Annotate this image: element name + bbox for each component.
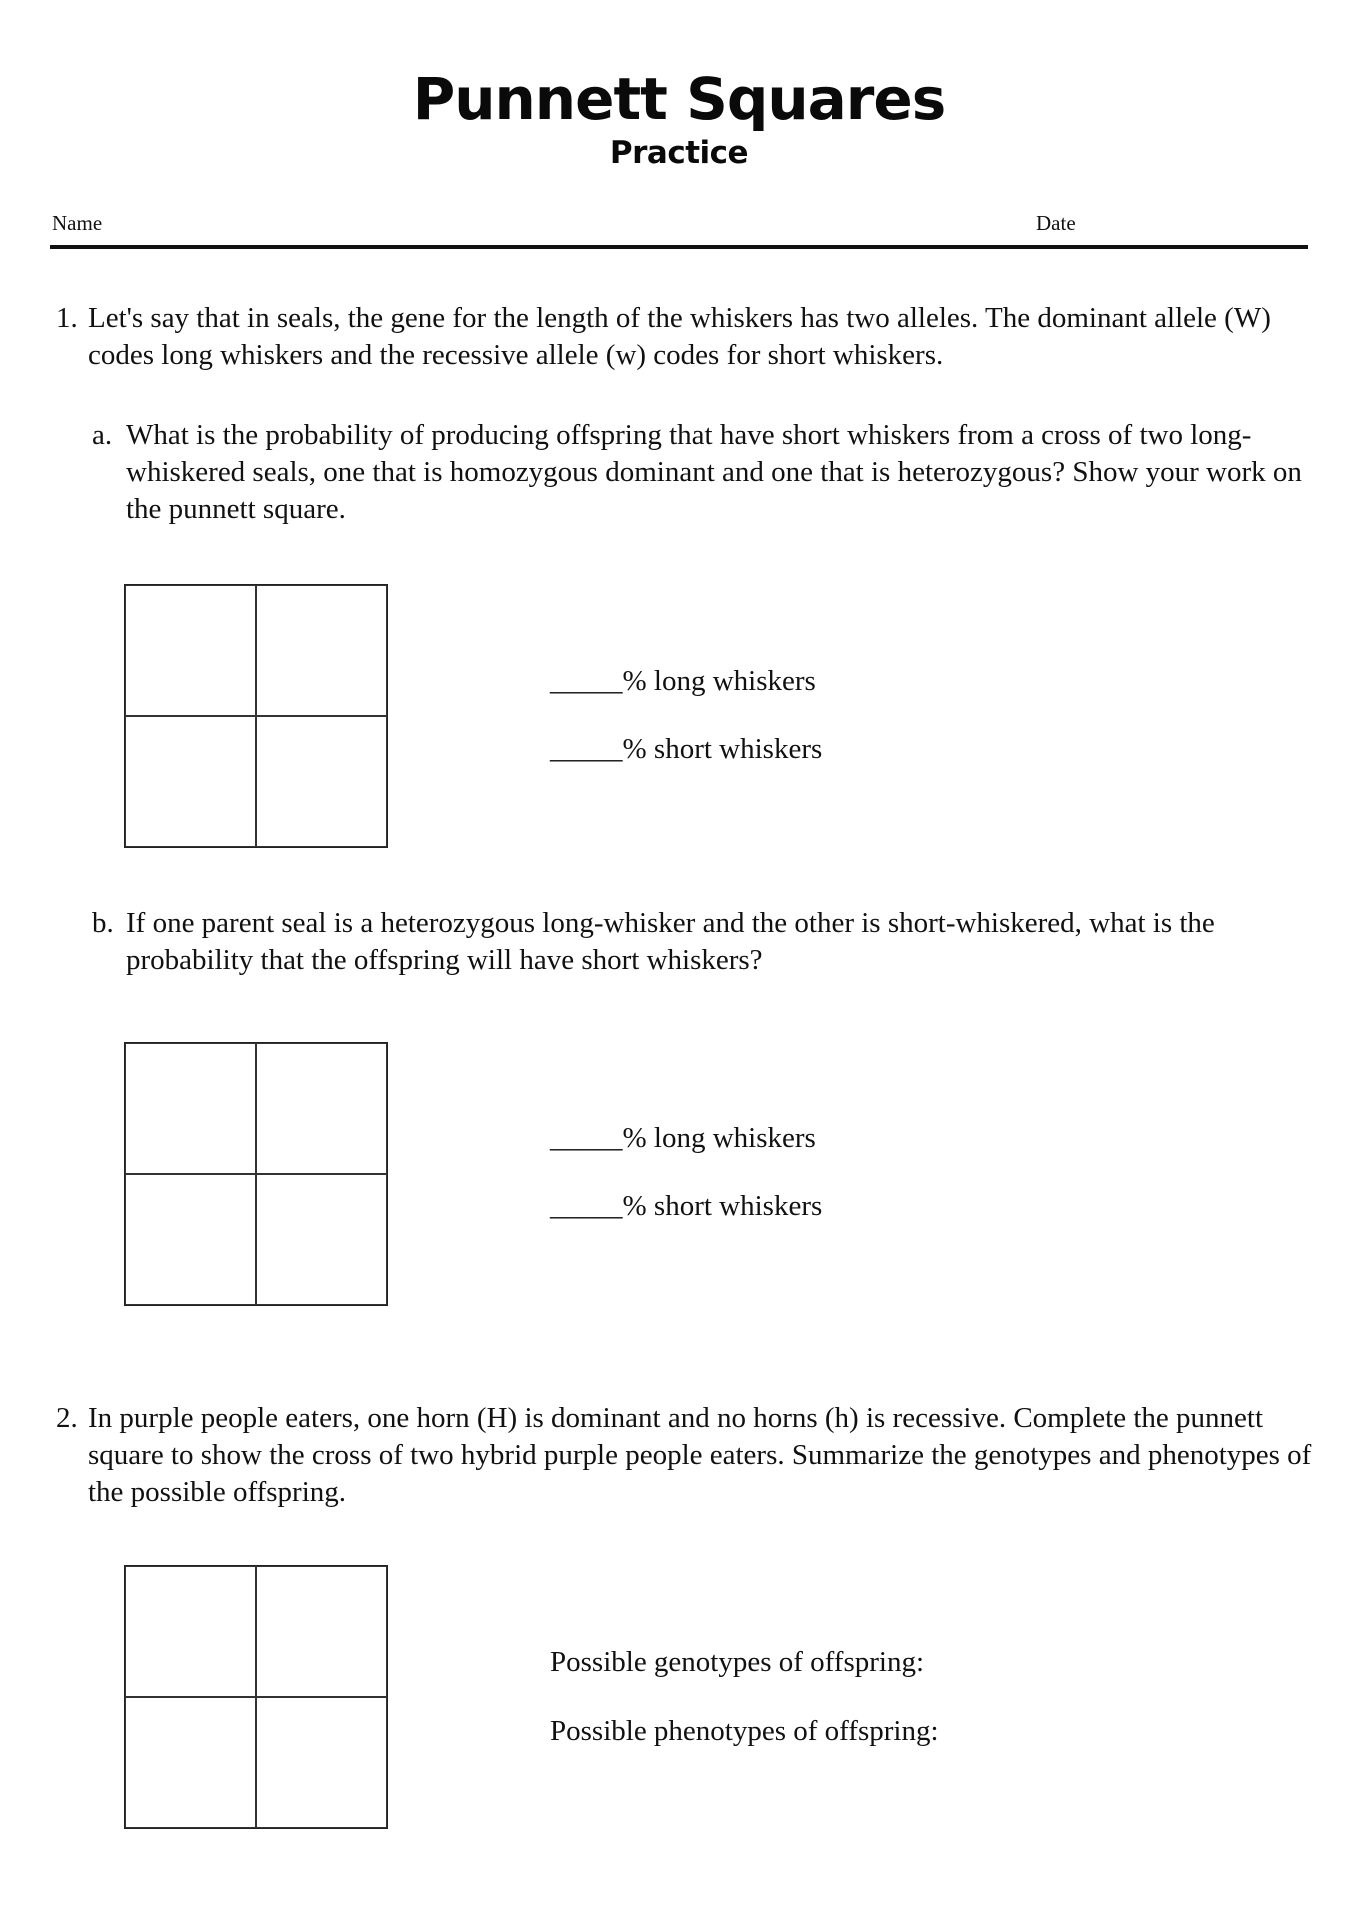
answer-short-whiskers-1a[interactable]: _____% short whiskers — [550, 733, 823, 765]
question-2-text: In purple people eaters, one horn (H) is dominant and no horns (h) is recessive. Complete the punnett square to show the cross of two hybrid purple people eaters. Summarize the genotypes and phenotypes of the possible offspring. — [88, 1402, 1312, 1508]
answer-long-whiskers-1b[interactable]: _____% long whiskers — [550, 1122, 816, 1154]
name-label: Name — [52, 211, 103, 235]
punnett-cell[interactable] — [256, 1697, 387, 1828]
punnett-square-1a — [124, 584, 388, 848]
answer-phenotypes-2[interactable]: Possible phenotypes of offspring: — [550, 1715, 939, 1747]
question-1-text: Let's say that in seals, the gene for the length of the whiskers has two alleles. The dominant allele (W) codes long whiskers and the recessive allele (w) codes for short whiskers. — [88, 302, 1271, 371]
question-1b — [92, 905, 1322, 979]
question-1b-text: If one parent seal is a heterozygous long-whisker and the other is short-whiskered, what is the probability that the offspring will have short whiskers? — [126, 907, 1215, 976]
punnett-cell[interactable] — [125, 716, 256, 847]
question-1a — [92, 417, 1322, 528]
question-1a-text: What is the probability of producing offspring that have short whiskers from a cross of two long-whiskered seals, one that is homozygous dominant and one that is heterozygous? Show your work on the punnett square. — [126, 419, 1302, 525]
punnett-cell[interactable] — [256, 585, 387, 716]
punnett-square-2 — [124, 1565, 388, 1829]
punnett-cell[interactable] — [256, 1174, 387, 1305]
question-1-number: 1. — [56, 302, 78, 334]
question-2 — [56, 1400, 1326, 1511]
question-1 — [56, 300, 1326, 374]
answer-genotypes-2[interactable]: Possible genotypes of offspring: — [550, 1646, 925, 1678]
question-1a-letter: a. — [92, 419, 113, 451]
punnett-cell[interactable] — [125, 1566, 256, 1697]
punnett-cell[interactable] — [125, 1697, 256, 1828]
answer-short-whiskers-1b[interactable]: _____% short whiskers — [550, 1190, 823, 1222]
question-1b-letter: b. — [92, 907, 114, 939]
page-title: Punnett Squares — [412, 65, 946, 133]
page-subtitle: Practice — [609, 135, 749, 171]
date-label: Date — [1036, 211, 1076, 235]
punnett-square-1b — [124, 1042, 388, 1306]
punnett-cell[interactable] — [125, 1174, 256, 1305]
punnett-cell[interactable] — [125, 585, 256, 716]
question-2-number: 2. — [56, 1402, 78, 1434]
punnett-cell[interactable] — [125, 1043, 256, 1174]
answer-long-whiskers-1a[interactable]: _____% long whiskers — [550, 665, 816, 697]
punnett-cell[interactable] — [256, 1043, 387, 1174]
header-divider — [50, 245, 1308, 249]
punnett-cell[interactable] — [256, 716, 387, 847]
punnett-cell[interactable] — [256, 1566, 387, 1697]
